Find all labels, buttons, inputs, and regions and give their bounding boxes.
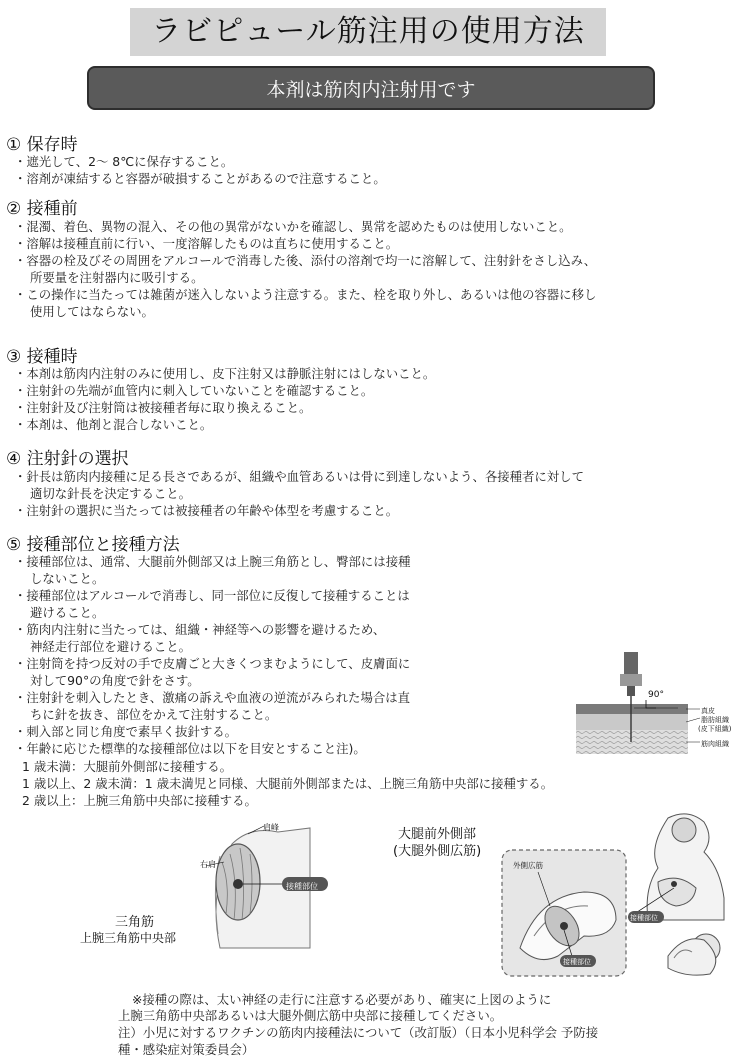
- page-title: ラビピュール筋注用の使用方法: [130, 8, 606, 56]
- before-line: 使用してはならない。: [30, 304, 154, 319]
- deltoid-sub-label: 上腕三角筋中央部: [80, 931, 177, 945]
- before-line: ・混濁、着色、異物の混入、その他の異常がないかを確認し、異常を認めたものは使用しないこと。: [14, 219, 572, 234]
- method-line: 避けること。: [30, 605, 105, 620]
- method-line: ・注射筒を持つ反対の手で皮膚ごと大きくつまむようにして、皮膚面に: [14, 656, 411, 671]
- method-line: ・接種部位はアルコールで消毒し、同一部位に反復して接種することは: [14, 588, 410, 603]
- injection-site-marker: [233, 879, 243, 889]
- method-line: ・筋肉内注射に当たっては、組織・神経等への影響を避けるため、: [14, 622, 386, 637]
- age-line-1-to-2: 1 歳以上、2 歳未満：1 歳未満児と同様、大腿前外側部または、上腕三角筋中央部に接種する。: [22, 776, 554, 791]
- method-line: ・年齢に応じた標準的な接種部位は以下を目安とすること注)。: [14, 741, 366, 756]
- section-heading-at-vaccination: ③ 接種時: [6, 347, 78, 367]
- needle-line: ・針長は筋肉内接種に足る長さであるが、組織や血管あるいは骨に到達しないよう、各接種者に対して: [14, 469, 584, 484]
- thigh-site-label: 接種部位: [563, 958, 591, 966]
- age-line-over-2: 2 歳以上：上腕三角筋中央部に接種する。: [22, 793, 257, 808]
- vaccination-line: ・注射針の先端が血管内に刺入していないことを確認すること。: [14, 383, 374, 398]
- method-line: 対して90°の角度で針をさす。: [30, 673, 200, 688]
- intramuscular-banner: 本剤は筋肉内注射用です: [87, 66, 655, 110]
- section-heading-site-and-method: ⑤ 接種部位と接種方法: [6, 535, 180, 555]
- method-line: ちに針を抜き、部位をかえて注射すること。: [30, 707, 278, 722]
- note-line: 種・感染症対策委員会）: [118, 1042, 255, 1057]
- subcutaneous-label: (皮下組織): [698, 725, 732, 733]
- needle-line: ・注射針の選択に当たっては被接種者の年齢や体型を考慮すること。: [14, 503, 399, 518]
- angle-label: 90°: [648, 690, 664, 700]
- acromion-label: 肩峰: [263, 823, 279, 832]
- right-shoulder-label: 右肩: [200, 860, 216, 869]
- note-line: 上腕三角筋中央部あるいは大腿外側広筋中央部に接種してください。: [118, 1008, 503, 1023]
- deltoid-label: 三角筋: [115, 915, 155, 930]
- vastus-lateralis-label: 外側広筋: [513, 861, 543, 870]
- vaccination-line: ・本剤は、他剤と混合しないこと。: [14, 417, 213, 432]
- before-line: ・容器の栓及びその周囲をアルコールで消毒した後、添付の溶剤で均一に溶解して、注射針をさし込み、: [14, 253, 597, 268]
- muscle-label: 筋肉組織: [701, 740, 729, 748]
- section-heading-needle-selection: ④ 注射針の選択: [6, 449, 129, 469]
- syringe-icon: [624, 652, 638, 674]
- fat-label: 脂肪組織: [701, 716, 729, 724]
- vaccination-line: ・注射針及び注射筒は被接種者毎に取り換えること。: [14, 400, 312, 415]
- before-line: ・この操作に当たっては雑菌が迷入しないよう注意する。また、栓を取り外し、あるいは他の容器に移し: [14, 287, 597, 302]
- method-line: ・注射針を刺入したとき、激痛の訴えや血液の逆流がみられた場合は直: [14, 690, 411, 705]
- note-line: ※接種の際は、太い神経の走行に注意する必要があり、確実に上図のように: [132, 992, 552, 1007]
- fat-layer: [576, 714, 688, 730]
- needle-line: 適切な針長を決定すること。: [30, 486, 192, 501]
- storage-line: ・遮光して、2〜 8℃に保存すること。: [14, 154, 234, 169]
- method-line: 神経走行部位を避けること。: [30, 639, 192, 654]
- before-line: ・溶解は接種直前に行い、一度溶解したものは直ちに使用すること。: [14, 236, 399, 251]
- arm-site-label: 接種部位: [286, 882, 318, 891]
- storage-line: ・溶剤が凍結すると容器が破損することがあるので注意すること。: [14, 171, 386, 186]
- section-heading-storage: ① 保存時: [6, 135, 78, 155]
- section-heading-before-vaccination: ② 接種前: [6, 199, 78, 219]
- method-line: ・刺入部と同じ角度で素早く抜針する。: [14, 724, 238, 739]
- skin-layer: [576, 704, 688, 714]
- method-line: しないこと。: [30, 571, 105, 586]
- dermis-label: 真皮: [701, 707, 715, 715]
- thigh-sub-label: (大腿外側広筋): [393, 844, 482, 859]
- note-line: 注）小児に対するワクチンの筋肉内接種法について（改訂版）（日本小児科学会 予防接: [118, 1025, 599, 1040]
- vaccination-line: ・本剤は筋肉内注射のみに使用し、皮下注射又は静脈注射にはしないこと。: [14, 366, 436, 381]
- method-line: ・接種部位は、通常、大腿前外側部又は上腕三角筋とし、臀部には接種: [14, 554, 411, 569]
- thigh-label: 大腿前外側部: [398, 827, 477, 842]
- before-line: 所要量を注射器内に吸引する。: [30, 270, 204, 285]
- thigh-infant-figure: [498, 808, 740, 980]
- infant-site-label: 接種部位: [630, 914, 658, 922]
- age-line-under-1: 1 歳未満：大腿前外側部に接種する。: [22, 759, 233, 774]
